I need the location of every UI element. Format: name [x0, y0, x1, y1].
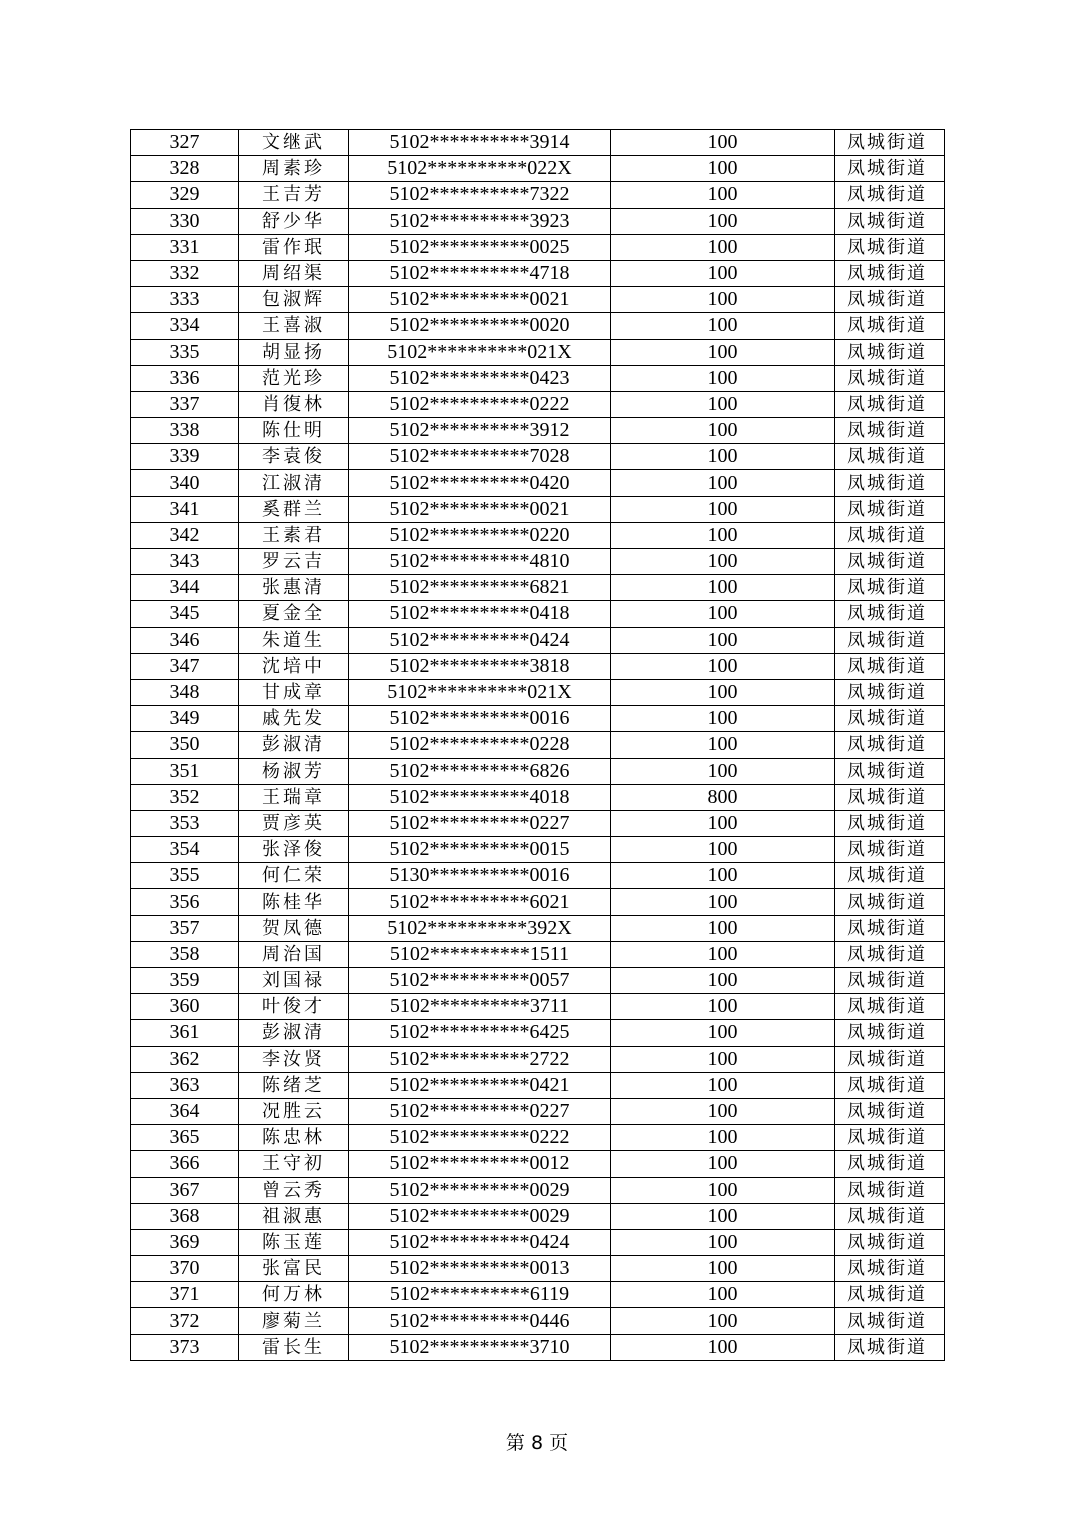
id-number-cell: 5102**********021X	[349, 679, 611, 705]
amount-cell: 100	[611, 863, 835, 889]
id-number-cell: 5102**********3711	[349, 994, 611, 1020]
amount-cell: 100	[611, 444, 835, 470]
table-row	[131, 810, 945, 836]
name-cell: 陈玉莲	[239, 1229, 349, 1255]
amount-cell: 100	[611, 653, 835, 679]
name-cell: 甘成章	[239, 679, 349, 705]
amount-cell: 100	[611, 287, 835, 313]
name-cell: 曾云秀	[239, 1177, 349, 1203]
name-cell: 贺凤德	[239, 915, 349, 941]
amount-cell: 100	[611, 313, 835, 339]
table-row	[131, 287, 945, 313]
street-cell: 凤城街道	[835, 234, 945, 260]
street-cell: 凤城街道	[835, 1282, 945, 1308]
street-cell: 凤城街道	[835, 1229, 945, 1255]
id-number-cell: 5102**********6821	[349, 575, 611, 601]
amount-cell: 100	[611, 1177, 835, 1203]
street-cell: 凤城街道	[835, 1334, 945, 1360]
name-cell: 贾彦英	[239, 810, 349, 836]
table-row	[131, 391, 945, 417]
id-number-cell: 5102**********0227	[349, 1098, 611, 1124]
roster-table-body	[131, 130, 945, 1361]
row-number-cell: 352	[131, 784, 239, 810]
amount-cell: 100	[611, 1020, 835, 1046]
street-cell: 凤城街道	[835, 365, 945, 391]
name-cell: 陈忠林	[239, 1125, 349, 1151]
row-number-cell: 372	[131, 1308, 239, 1334]
row-number-cell: 363	[131, 1072, 239, 1098]
name-cell: 周绍渠	[239, 260, 349, 286]
id-number-cell: 5102**********0015	[349, 837, 611, 863]
amount-cell: 100	[611, 156, 835, 182]
id-number-cell: 5102**********7028	[349, 444, 611, 470]
table-row	[131, 496, 945, 522]
name-cell: 雷作珉	[239, 234, 349, 260]
amount-cell: 100	[611, 575, 835, 601]
row-number-cell: 331	[131, 234, 239, 260]
table-row	[131, 418, 945, 444]
amount-cell: 100	[611, 549, 835, 575]
row-number-cell: 365	[131, 1125, 239, 1151]
table-row	[131, 444, 945, 470]
id-number-cell: 5102**********0016	[349, 706, 611, 732]
street-cell: 凤城街道	[835, 444, 945, 470]
street-cell: 凤城街道	[835, 863, 945, 889]
subsidy-roster-table	[130, 129, 945, 1361]
id-number-cell: 5102**********0418	[349, 601, 611, 627]
table-row	[131, 575, 945, 601]
row-number-cell: 355	[131, 863, 239, 889]
amount-cell: 100	[611, 234, 835, 260]
street-cell: 凤城街道	[835, 522, 945, 548]
amount-cell: 100	[611, 1046, 835, 1072]
amount-cell: 800	[611, 784, 835, 810]
row-number-cell: 362	[131, 1046, 239, 1072]
amount-cell: 100	[611, 1334, 835, 1360]
street-cell: 凤城街道	[835, 130, 945, 156]
table-row	[131, 365, 945, 391]
row-number-cell: 327	[131, 130, 239, 156]
name-cell: 祖淑惠	[239, 1203, 349, 1229]
table-row	[131, 1177, 945, 1203]
table-row	[131, 732, 945, 758]
table-row	[131, 549, 945, 575]
id-number-cell: 5102**********0420	[349, 470, 611, 496]
table-row	[131, 1098, 945, 1124]
name-cell: 胡显扬	[239, 339, 349, 365]
amount-cell: 100	[611, 260, 835, 286]
name-cell: 王吉芳	[239, 182, 349, 208]
street-cell: 凤城街道	[835, 1256, 945, 1282]
street-cell: 凤城街道	[835, 1125, 945, 1151]
id-number-cell: 5102**********0057	[349, 968, 611, 994]
name-cell: 何仁荣	[239, 863, 349, 889]
amount-cell: 100	[611, 1229, 835, 1255]
table-row	[131, 968, 945, 994]
name-cell: 李汝贤	[239, 1046, 349, 1072]
id-number-cell: 5102**********4810	[349, 549, 611, 575]
table-row	[131, 522, 945, 548]
id-number-cell: 5102**********0423	[349, 365, 611, 391]
row-number-cell: 366	[131, 1151, 239, 1177]
id-number-cell: 5102**********0013	[349, 1256, 611, 1282]
street-cell: 凤城街道	[835, 1177, 945, 1203]
street-cell: 凤城街道	[835, 968, 945, 994]
row-number-cell: 344	[131, 575, 239, 601]
street-cell: 凤城街道	[835, 496, 945, 522]
row-number-cell: 354	[131, 837, 239, 863]
table-row	[131, 941, 945, 967]
row-number-cell: 369	[131, 1229, 239, 1255]
street-cell: 凤城街道	[835, 1308, 945, 1334]
name-cell: 罗云吉	[239, 549, 349, 575]
name-cell: 王素君	[239, 522, 349, 548]
street-cell: 凤城街道	[835, 837, 945, 863]
street-cell: 凤城街道	[835, 784, 945, 810]
street-cell: 凤城街道	[835, 1020, 945, 1046]
row-number-cell: 360	[131, 994, 239, 1020]
amount-cell: 100	[611, 496, 835, 522]
amount-cell: 100	[611, 1072, 835, 1098]
name-cell: 李袁俊	[239, 444, 349, 470]
street-cell: 凤城街道	[835, 391, 945, 417]
name-cell: 沈培中	[239, 653, 349, 679]
street-cell: 凤城街道	[835, 208, 945, 234]
name-cell: 彭淑清	[239, 1020, 349, 1046]
table-row	[131, 156, 945, 182]
name-cell: 张惠清	[239, 575, 349, 601]
id-number-cell: 5102**********0446	[349, 1308, 611, 1334]
row-number-cell: 345	[131, 601, 239, 627]
id-number-cell: 5102**********022X	[349, 156, 611, 182]
name-cell: 朱道生	[239, 627, 349, 653]
row-number-cell: 328	[131, 156, 239, 182]
row-number-cell: 339	[131, 444, 239, 470]
table-row	[131, 1308, 945, 1334]
table-row	[131, 889, 945, 915]
id-number-cell: 5102**********7322	[349, 182, 611, 208]
name-cell: 叶俊才	[239, 994, 349, 1020]
street-cell: 凤城街道	[835, 339, 945, 365]
id-number-cell: 5102**********0424	[349, 627, 611, 653]
table-row	[131, 182, 945, 208]
name-cell: 雷长生	[239, 1334, 349, 1360]
name-cell: 包淑辉	[239, 287, 349, 313]
id-number-cell: 5102**********6425	[349, 1020, 611, 1046]
street-cell: 凤城街道	[835, 549, 945, 575]
id-number-cell: 5102**********6119	[349, 1282, 611, 1308]
street-cell: 凤城街道	[835, 260, 945, 286]
name-cell: 周治国	[239, 941, 349, 967]
id-number-cell: 5102**********0222	[349, 1125, 611, 1151]
row-number-cell: 349	[131, 706, 239, 732]
table-row	[131, 313, 945, 339]
row-number-cell: 342	[131, 522, 239, 548]
amount-cell: 100	[611, 627, 835, 653]
street-cell: 凤城街道	[835, 156, 945, 182]
amount-cell: 100	[611, 1125, 835, 1151]
id-number-cell: 5102**********0222	[349, 391, 611, 417]
name-cell: 彭淑清	[239, 732, 349, 758]
table-row	[131, 784, 945, 810]
name-cell: 陈绪芝	[239, 1072, 349, 1098]
street-cell: 凤城街道	[835, 1151, 945, 1177]
table-row	[131, 1151, 945, 1177]
street-cell: 凤城街道	[835, 575, 945, 601]
amount-cell: 100	[611, 365, 835, 391]
amount-cell: 100	[611, 1282, 835, 1308]
row-number-cell: 338	[131, 418, 239, 444]
amount-cell: 100	[611, 208, 835, 234]
name-cell: 陈桂华	[239, 889, 349, 915]
row-number-cell: 332	[131, 260, 239, 286]
row-number-cell: 335	[131, 339, 239, 365]
row-number-cell: 329	[131, 182, 239, 208]
name-cell: 张泽俊	[239, 837, 349, 863]
amount-cell: 100	[611, 679, 835, 705]
amount-cell: 100	[611, 418, 835, 444]
amount-cell: 100	[611, 470, 835, 496]
street-cell: 凤城街道	[835, 1098, 945, 1124]
id-number-cell: 5102**********3710	[349, 1334, 611, 1360]
name-cell: 王喜淑	[239, 313, 349, 339]
table-row	[131, 915, 945, 941]
table-row	[131, 1125, 945, 1151]
street-cell: 凤城街道	[835, 915, 945, 941]
row-number-cell: 359	[131, 968, 239, 994]
row-number-cell: 334	[131, 313, 239, 339]
street-cell: 凤城街道	[835, 941, 945, 967]
id-number-cell: 5102**********0424	[349, 1229, 611, 1255]
id-number-cell: 5102**********2722	[349, 1046, 611, 1072]
street-cell: 凤城街道	[835, 732, 945, 758]
street-cell: 凤城街道	[835, 418, 945, 444]
id-number-cell: 5102**********0021	[349, 496, 611, 522]
row-number-cell: 348	[131, 679, 239, 705]
amount-cell: 100	[611, 130, 835, 156]
table-row	[131, 470, 945, 496]
row-number-cell: 370	[131, 1256, 239, 1282]
table-row	[131, 653, 945, 679]
street-cell: 凤城街道	[835, 182, 945, 208]
name-cell: 江淑清	[239, 470, 349, 496]
table-row	[131, 339, 945, 365]
row-number-cell: 373	[131, 1334, 239, 1360]
table-row	[131, 1046, 945, 1072]
row-number-cell: 347	[131, 653, 239, 679]
table-row	[131, 260, 945, 286]
name-cell: 陈仕明	[239, 418, 349, 444]
street-cell: 凤城街道	[835, 470, 945, 496]
amount-cell: 100	[611, 1256, 835, 1282]
row-number-cell: 336	[131, 365, 239, 391]
table-row	[131, 1282, 945, 1308]
table-row	[131, 837, 945, 863]
row-number-cell: 330	[131, 208, 239, 234]
id-number-cell: 5102**********6826	[349, 758, 611, 784]
street-cell: 凤城街道	[835, 810, 945, 836]
row-number-cell: 371	[131, 1282, 239, 1308]
street-cell: 凤城街道	[835, 679, 945, 705]
amount-cell: 100	[611, 968, 835, 994]
name-cell: 廖菊兰	[239, 1308, 349, 1334]
street-cell: 凤城街道	[835, 994, 945, 1020]
amount-cell: 100	[611, 1203, 835, 1229]
name-cell: 刘国禄	[239, 968, 349, 994]
table-row	[131, 627, 945, 653]
id-number-cell: 5102**********0029	[349, 1177, 611, 1203]
street-cell: 凤城街道	[835, 1046, 945, 1072]
table-row	[131, 1229, 945, 1255]
id-number-cell: 5102**********392X	[349, 915, 611, 941]
row-number-cell: 356	[131, 889, 239, 915]
street-cell: 凤城街道	[835, 653, 945, 679]
row-number-cell: 350	[131, 732, 239, 758]
row-number-cell: 337	[131, 391, 239, 417]
name-cell: 况胜云	[239, 1098, 349, 1124]
id-number-cell: 5102**********6021	[349, 889, 611, 915]
id-number-cell: 5102**********3923	[349, 208, 611, 234]
row-number-cell: 346	[131, 627, 239, 653]
amount-cell: 100	[611, 758, 835, 784]
name-cell: 何万林	[239, 1282, 349, 1308]
id-number-cell: 5102**********0421	[349, 1072, 611, 1098]
name-cell: 文继武	[239, 130, 349, 156]
id-number-cell: 5102**********0021	[349, 287, 611, 313]
name-cell: 范光珍	[239, 365, 349, 391]
row-number-cell: 343	[131, 549, 239, 575]
street-cell: 凤城街道	[835, 1072, 945, 1098]
row-number-cell: 361	[131, 1020, 239, 1046]
id-number-cell: 5102**********3818	[349, 653, 611, 679]
page-number: 第 8 页	[505, 1432, 569, 1454]
name-cell: 奚群兰	[239, 496, 349, 522]
row-number-cell: 367	[131, 1177, 239, 1203]
name-cell: 张富民	[239, 1256, 349, 1282]
row-number-cell: 364	[131, 1098, 239, 1124]
id-number-cell: 5102**********0025	[349, 234, 611, 260]
street-cell: 凤城街道	[835, 1203, 945, 1229]
amount-cell: 100	[611, 601, 835, 627]
id-number-cell: 5102**********0020	[349, 313, 611, 339]
table-row	[131, 863, 945, 889]
id-number-cell: 5102**********3914	[349, 130, 611, 156]
table-row	[131, 208, 945, 234]
amount-cell: 100	[611, 810, 835, 836]
street-cell: 凤城街道	[835, 601, 945, 627]
street-cell: 凤城街道	[835, 313, 945, 339]
id-number-cell: 5102**********1511	[349, 941, 611, 967]
amount-cell: 100	[611, 889, 835, 915]
row-number-cell: 340	[131, 470, 239, 496]
street-cell: 凤城街道	[835, 758, 945, 784]
id-number-cell: 5102**********0012	[349, 1151, 611, 1177]
table-row	[131, 679, 945, 705]
amount-cell: 100	[611, 391, 835, 417]
amount-cell: 100	[611, 339, 835, 365]
street-cell: 凤城街道	[835, 889, 945, 915]
name-cell: 肖復林	[239, 391, 349, 417]
name-cell: 周素珍	[239, 156, 349, 182]
id-number-cell: 5102**********0220	[349, 522, 611, 548]
row-number-cell: 358	[131, 941, 239, 967]
id-number-cell: 5102**********4718	[349, 260, 611, 286]
amount-cell: 100	[611, 941, 835, 967]
amount-cell: 100	[611, 837, 835, 863]
id-number-cell: 5102**********3912	[349, 418, 611, 444]
row-number-cell: 341	[131, 496, 239, 522]
street-cell: 凤城街道	[835, 706, 945, 732]
amount-cell: 100	[611, 915, 835, 941]
table-row	[131, 1334, 945, 1360]
table-row	[131, 994, 945, 1020]
table-row	[131, 706, 945, 732]
row-number-cell: 351	[131, 758, 239, 784]
name-cell: 王守初	[239, 1151, 349, 1177]
table-row	[131, 1020, 945, 1046]
street-cell: 凤城街道	[835, 287, 945, 313]
table-row	[131, 758, 945, 784]
id-number-cell: 5102**********4018	[349, 784, 611, 810]
table-row	[131, 1256, 945, 1282]
row-number-cell: 353	[131, 810, 239, 836]
id-number-cell: 5102**********0227	[349, 810, 611, 836]
id-number-cell: 5130**********0016	[349, 863, 611, 889]
amount-cell: 100	[611, 1308, 835, 1334]
table-row	[131, 1072, 945, 1098]
id-number-cell: 5102**********0029	[349, 1203, 611, 1229]
name-cell: 夏金全	[239, 601, 349, 627]
table-row	[131, 234, 945, 260]
amount-cell: 100	[611, 1098, 835, 1124]
id-number-cell: 5102**********021X	[349, 339, 611, 365]
table-row	[131, 1203, 945, 1229]
table-row	[131, 130, 945, 156]
name-cell: 王瑞章	[239, 784, 349, 810]
street-cell: 凤城街道	[835, 627, 945, 653]
name-cell: 戚先发	[239, 706, 349, 732]
row-number-cell: 357	[131, 915, 239, 941]
table-row	[131, 601, 945, 627]
amount-cell: 100	[611, 522, 835, 548]
row-number-cell: 368	[131, 1203, 239, 1229]
id-number-cell: 5102**********0228	[349, 732, 611, 758]
name-cell: 舒少华	[239, 208, 349, 234]
amount-cell: 100	[611, 706, 835, 732]
amount-cell: 100	[611, 994, 835, 1020]
row-number-cell: 333	[131, 287, 239, 313]
amount-cell: 100	[611, 182, 835, 208]
amount-cell: 100	[611, 1151, 835, 1177]
name-cell: 杨淑芳	[239, 758, 349, 784]
amount-cell: 100	[611, 732, 835, 758]
